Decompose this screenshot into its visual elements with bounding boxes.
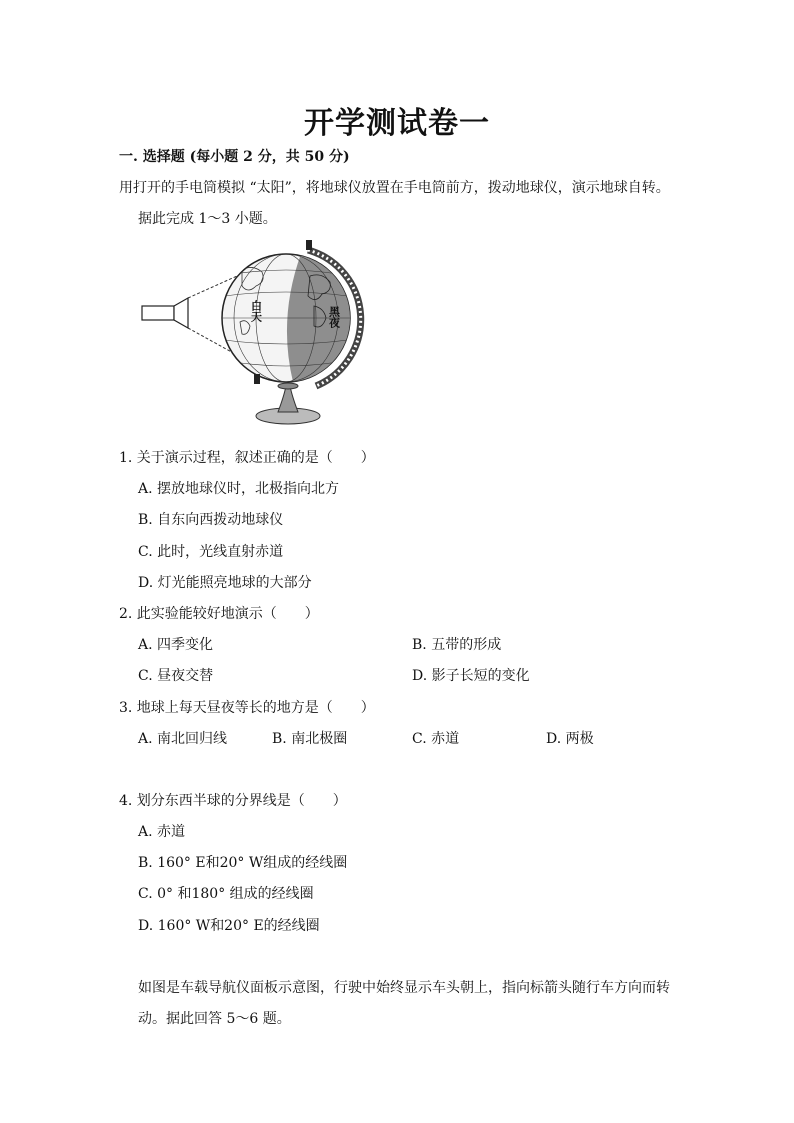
question-2-option-c: C. 昼夜交替 [138, 668, 214, 684]
question-4-option-c: C. 0° 和180° 组成的经线圈 [138, 886, 314, 902]
question-1-stem: 1. 关于演示过程，叙述正确的是（ ） [119, 450, 375, 466]
question-2-option-a: A. 四季变化 [138, 637, 214, 653]
passage-line-2: 动。据此回答 5～6 题。 [138, 1011, 291, 1027]
question-2-stem: 2. 此实验能较好地演示（ ） [119, 606, 319, 622]
label-night: 黑夜 [327, 306, 341, 328]
question-3-option-a: A. 南北回归线 [138, 731, 228, 747]
question-3-option-d: D. 两极 [546, 731, 594, 747]
question-1-option-c: C. 此时，光线直射赤道 [138, 544, 284, 560]
question-2-option-d: D. 影子长短的变化 [412, 668, 530, 684]
question-1-option-a: A. 摆放地球仪时，北极指向北方 [138, 481, 340, 497]
question-3-option-c: C. 赤道 [412, 731, 460, 747]
passage-line-1: 如图是车载导航仪面板示意图，行驶中始终显示车头朝上，指向标箭头随行车方向而转 [138, 980, 670, 996]
section-header: 一. 选择题 (每小题 2 分，共 50 分) [119, 149, 350, 165]
question-4-stem: 4. 划分东西半球的分界线是（ ） [119, 793, 347, 809]
intro-line-2: 据此完成 1～3 小题。 [138, 211, 277, 227]
globe-stand-icon [256, 383, 320, 424]
question-1-option-d: D. 灯光能照亮地球的大部分 [138, 575, 312, 591]
question-4-option-a: A. 赤道 [138, 824, 186, 840]
label-day: 白天 [249, 300, 263, 322]
intro-line-1: 用打开的手电筒模拟 “太阳”，将地球仪放置在手电筒前方，拨动地球仪，演示地球自转。 [119, 180, 670, 196]
question-1-option-b: B. 自东向西拨动地球仪 [138, 512, 284, 528]
globe-flashlight-figure [138, 236, 398, 432]
question-3-option-b: B. 南北极圈 [272, 731, 348, 747]
question-3-stem: 3. 地球上每天昼夜等长的地方是（ ） [119, 700, 375, 716]
page-title: 开学测试卷一 [304, 106, 490, 141]
question-4-option-d: D. 160° W和20° E的经线圈 [138, 918, 320, 934]
question-2-option-b: B. 五带的形成 [412, 637, 502, 653]
question-4-option-b: B. 160° E和20° W组成的经线圈 [138, 855, 348, 871]
flashlight-icon [142, 298, 188, 328]
